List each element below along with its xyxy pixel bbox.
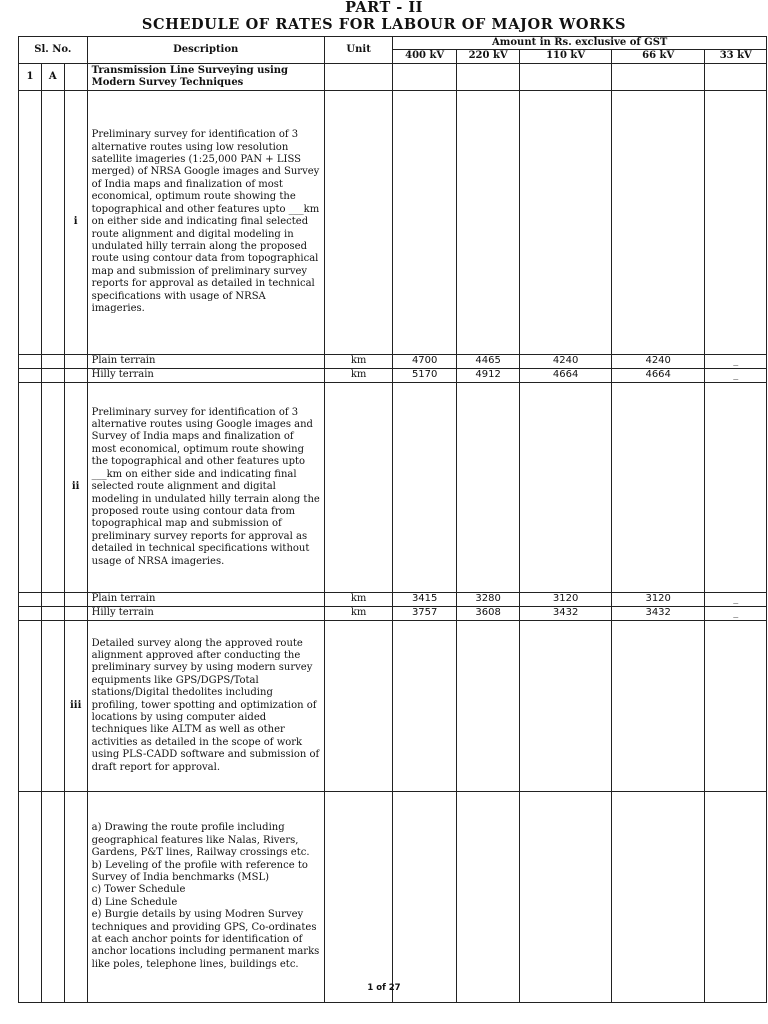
rate-row (19, 606, 767, 620)
detail-line: a) Drawing the route profile including geographical features like Nalas, Rivers, Gardens, P&T lines, Railway crossings etc. (91, 822, 310, 859)
detail-line: c) Tower Schedule (91, 884, 186, 896)
table-row (19, 791, 767, 1002)
table-header-row (19, 37, 767, 50)
rate-value: 4664 (611, 368, 705, 382)
rate-value: 4240 (520, 354, 612, 368)
empty-cell (705, 382, 767, 592)
rate-value: _ (705, 592, 767, 606)
section-number: 1 (19, 63, 42, 90)
empty-cell (520, 382, 612, 592)
rate-unit: km (324, 368, 393, 382)
rate-value: 3432 (611, 606, 705, 620)
empty-cell (393, 382, 456, 592)
empty-cell (324, 620, 393, 791)
empty-cell (64, 791, 87, 1002)
empty-cell (324, 90, 393, 354)
empty-cell (393, 620, 456, 791)
rate-value: 4465 (456, 354, 519, 368)
header-amount-group: Amount in Rs. exclusive of GST (393, 37, 767, 50)
empty-cell (705, 791, 767, 1002)
empty-cell (393, 63, 456, 90)
empty-cell (520, 90, 612, 354)
empty-cell (705, 90, 767, 354)
item-roman: iii (64, 620, 87, 791)
item-description: Preliminary survey for identification of 3 alternative routes using Google images and Survey of India maps and finalization of most economical, optimum route showing the topographical and other features upto ___km on either side and indicating final selected route alignment and digital modeling in undulated hilly terrain along the proposed route using contour data from topographical map and submission of preliminary survey reports for approval as detailed in technical specifications without usage of NRSA imageries. (87, 382, 324, 592)
header-voltage: 400 kV (393, 50, 456, 63)
detail-line: d) Line Schedule (91, 896, 178, 908)
empty-cell (611, 620, 705, 791)
header-voltage: 110 kV (520, 50, 612, 63)
header-voltage: 220 kV (456, 50, 519, 63)
rate-value: 3608 (456, 606, 519, 620)
rate-value: _ (705, 368, 767, 382)
empty-cell (456, 382, 519, 592)
table-row (19, 382, 767, 592)
empty-cell (19, 382, 42, 592)
table-row (19, 90, 767, 354)
empty-cell (611, 63, 705, 90)
rate-label: Hilly terrain (87, 606, 324, 620)
page-title: SCHEDULE OF RATES FOR LABOUR OF MAJOR WORKS (141, 16, 627, 33)
page-number: 1 of 27 (367, 983, 401, 993)
empty-cell (456, 791, 519, 1002)
rates-table (18, 36, 767, 1003)
empty-cell (393, 791, 456, 1002)
empty-cell (324, 382, 393, 592)
empty-cell (41, 382, 64, 592)
empty-cell (41, 620, 64, 791)
item-details (87, 791, 324, 1002)
rate-value: 4912 (456, 368, 519, 382)
item-description: Detailed survey along the approved route alignment approved after conducting the preliminary survey by using modern survey equipments like GPS/DGPS/Total stations/Digital thedolites including profiling, tower spotting and optimization of locations by using computer aided techniques like ALTM as well as other activities as detailed in the scope of work using PLS-CADD software and submission of draft report for approval. (87, 620, 324, 791)
rate-unit: km (324, 606, 393, 620)
rate-value: 4240 (611, 354, 705, 368)
rate-label: Hilly terrain (87, 368, 324, 382)
empty-cell (456, 63, 519, 90)
header-voltage: 33 kV (705, 50, 767, 63)
section-row (19, 63, 767, 90)
rate-row (19, 592, 767, 606)
rate-value: 3757 (393, 606, 456, 620)
rate-value: 3120 (520, 592, 612, 606)
empty-cell (456, 90, 519, 354)
empty-cell (611, 90, 705, 354)
rate-unit: km (324, 354, 393, 368)
empty-cell (520, 620, 612, 791)
empty-cell (19, 90, 42, 354)
empty-cell (324, 791, 393, 1002)
item-roman: i (64, 90, 87, 354)
rate-value: _ (705, 606, 767, 620)
rate-label: Plain terrain (87, 354, 324, 368)
detail-line: e) Burgie details by using Modren Survey techniques and providing GPS, Co-ordinates at each anchor points for identification of anchor locations including permanent marks like poles, telephone lines, buildings etc. (91, 909, 320, 970)
rate-value: 5170 (393, 368, 456, 382)
empty-cell (19, 620, 42, 791)
rate-value: 4664 (520, 368, 612, 382)
rate-row (19, 368, 767, 382)
header-description: Description (87, 37, 324, 64)
empty-cell (41, 791, 64, 1002)
section-title: Transmission Line Surveying using Modern Survey Techniques (87, 63, 324, 90)
empty-cell (705, 620, 767, 791)
header-voltage: 66 kV (611, 50, 705, 63)
empty-cell (393, 90, 456, 354)
rate-row (19, 354, 767, 368)
empty-cell (611, 791, 705, 1002)
section-letter: A (41, 63, 64, 90)
item-roman: ii (64, 382, 87, 592)
rate-value: 3280 (456, 592, 519, 606)
rate-value: _ (705, 354, 767, 368)
detail-line: b) Leveling of the profile with reference to Survey of India benchmarks (MSL) (91, 859, 308, 883)
empty-cell (324, 63, 393, 90)
empty-cell (520, 63, 612, 90)
empty-cell (520, 791, 612, 1002)
rate-unit: km (324, 592, 393, 606)
header-unit: Unit (324, 37, 393, 64)
rate-value: 3432 (520, 606, 612, 620)
rate-label: Plain terrain (87, 592, 324, 606)
empty-cell (456, 620, 519, 791)
empty-cell (705, 63, 767, 90)
empty-cell (41, 90, 64, 354)
item-description: Preliminary survey for identification of 3 alternative routes using low resolution satellite imageries (1:25,000 PAN + LISS merged) of NRSA Google images and Survey of India maps and finalization of most economical, optimum route showing the topographical and other features upto ___km on either side and indicating final selected route alignment and digital modeling in undulated hilly terrain along the proposed route using contour data from topographical map and submission of preliminary survey reports for approval as detailed in technical specifications with usage of NRSA imageries. (87, 90, 324, 354)
empty-cell (64, 63, 87, 90)
rate-value: 3120 (611, 592, 705, 606)
rate-value: 4700 (393, 354, 456, 368)
part-heading: PART - II (345, 0, 423, 16)
empty-cell (19, 791, 42, 1002)
header-sl-no: Sl. No. (19, 37, 88, 64)
table-row (19, 620, 767, 791)
rate-value: 3415 (393, 592, 456, 606)
empty-cell (611, 382, 705, 592)
